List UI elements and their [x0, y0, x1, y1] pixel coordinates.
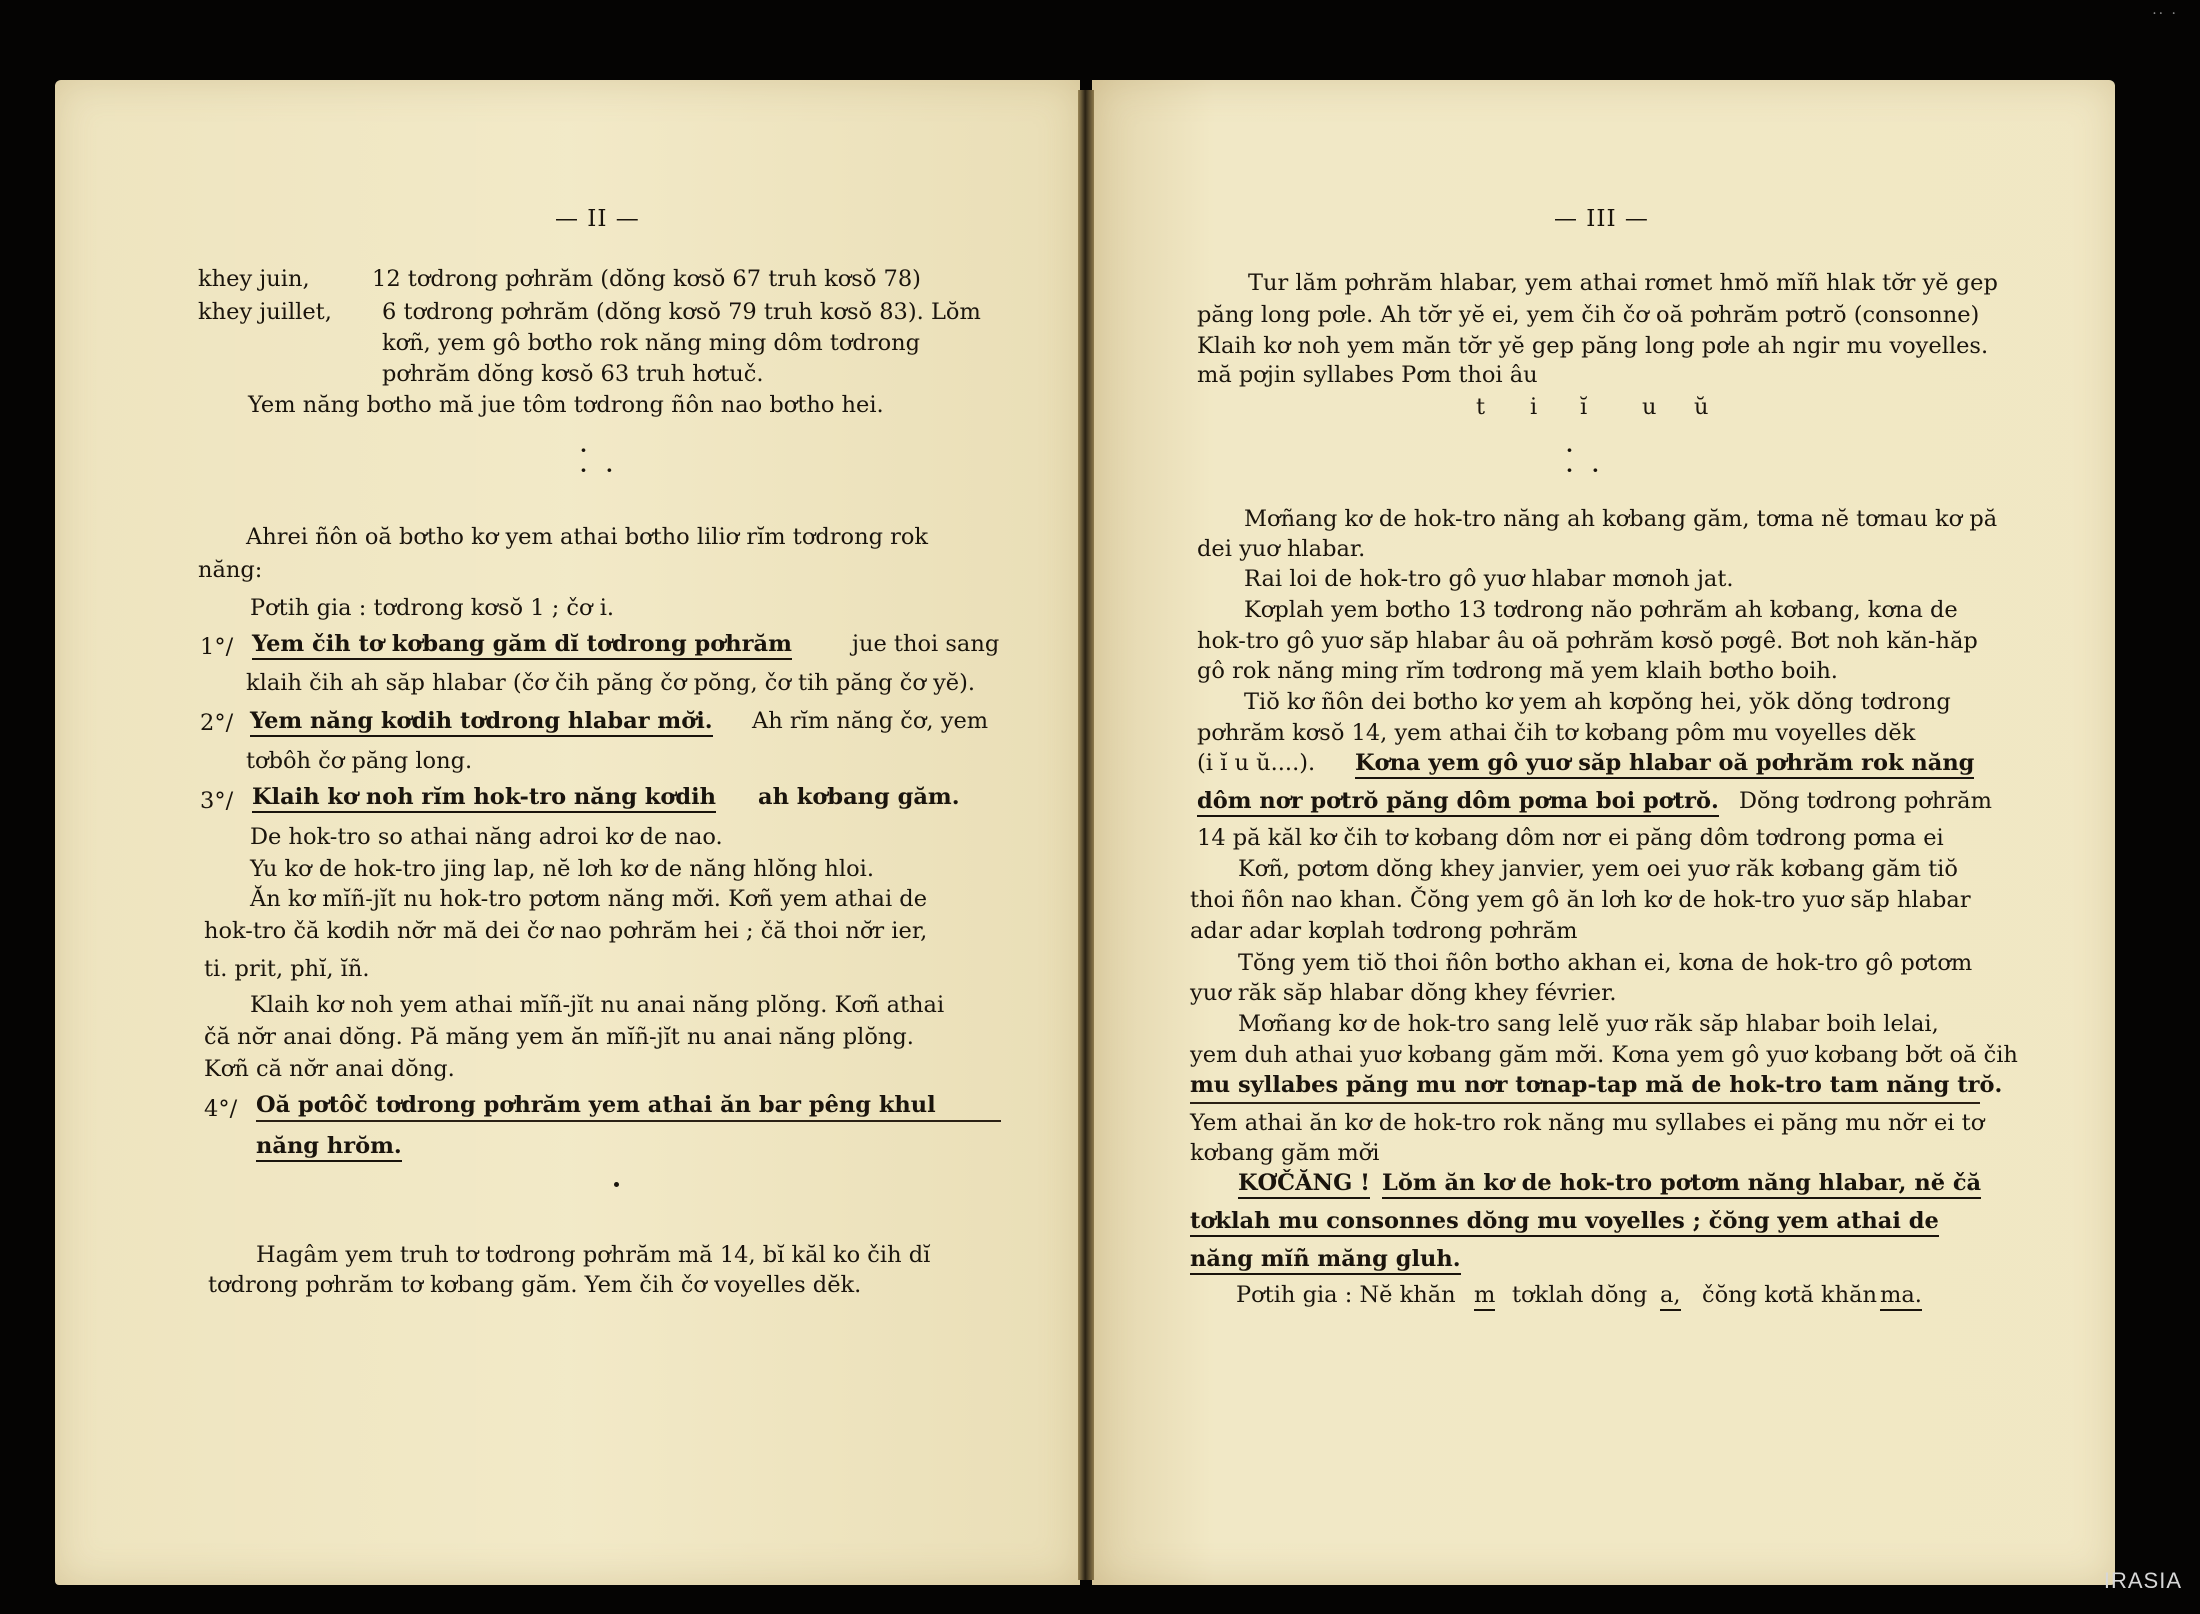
corner-mark: ·· ·	[2152, 6, 2178, 22]
emphasized-text: năng hrŏm.	[256, 1135, 402, 1162]
text-line: Tŏng yem tiŏ thoi ñôn bơtho akhan ei, kơna de hok-tro gô pơtơm	[1238, 950, 1973, 976]
section-separator: · · ·	[580, 438, 619, 482]
example-letter: ma.	[1880, 1284, 1922, 1311]
text-line: hok-tro čă kơdih nơ̆r mă dei čơ nao pơhrăm hei ; čă thoi nơ̆r ier,	[204, 918, 928, 944]
page-number-right: — III —	[1554, 206, 1649, 232]
example-letter: i	[1530, 394, 1538, 420]
text-line: tơbôh čơ păng long.	[246, 748, 473, 774]
text-line: dei yuơ hlabar.	[1197, 536, 1366, 562]
example-letter: a,	[1660, 1284, 1681, 1311]
text-line: yem duh athai yuơ kơbang găm mơ̆i. Kơna yem gô yuơ kơbang bơ̆t oă čih	[1190, 1042, 2018, 1068]
text-line: yuơ răk săp hlabar dŏng khey février.	[1190, 980, 1617, 1006]
book-gutter	[1078, 90, 1094, 1580]
text-line: 12 tơdrong pơhrăm (dŏng kơsŏ 67 truh kơsŏ 78)	[372, 266, 921, 292]
text-line: Kơñ că nơ̆r anai dŏng.	[204, 1056, 455, 1082]
text-line: Ăn kơ mĭñ-jĭt nu hok-tro pơtơm năng mơ̆i. Kơñ yem athai de	[250, 886, 928, 912]
text-line: kơbang găm mơ̆i	[1190, 1140, 1380, 1166]
watermark: IRASIA	[2103, 1568, 2182, 1593]
text-line: Tur lăm pơhrăm hlabar, yem athai rơmet hmŏ mĭñ hlak tơ̆r yĕ gep	[1248, 270, 1998, 296]
underline-rule	[256, 1120, 1001, 1122]
example-letter: u	[1642, 394, 1657, 420]
emphasized-text: Klaih kơ noh rĭm hok-tro năng kơdih	[252, 786, 716, 813]
list-number: 3°/	[200, 788, 234, 814]
example-letter: ĭ	[1580, 394, 1588, 420]
example-letter: ŭ	[1694, 394, 1709, 420]
emphasized-text: Kơna yem gô yuơ săp hlabar oă pơhrăm rok năng	[1355, 752, 1974, 779]
text-line: klaih čih ah săp hlabar (čơ čih păng čơ pŏng, čơ tih păng čơ yĕ).	[246, 670, 976, 696]
text-line: De hok-tro so athai năng adroi kơ de nao.	[250, 824, 723, 850]
text-line: Rai loi de hok-tro gô yuơ hlabar mơnoh jat.	[1244, 566, 1734, 592]
text-line: Dŏng tơdrong pơhrăm	[1739, 788, 1992, 814]
text-line: (i ĭ u ŭ....).	[1197, 750, 1316, 776]
text-line: tơklah dŏng	[1512, 1282, 1648, 1308]
list-number: 4°/	[204, 1096, 238, 1122]
text-line: gô rok năng ming rĭm tơdrong mă yem klaih bơtho boih.	[1197, 658, 1838, 684]
emphasized-text: Yem năng kơdih tơdrong hlabar mơ̆i.	[250, 710, 713, 737]
emphasized-text: Oă pơtôč tơdrong pơhrăm yem athai ăn bar pêng khul	[256, 1092, 936, 1118]
emphasized-text: mu syllabes păng mu nơr tơnap-tap mă de hok-tro tam năng trŏ.	[1190, 1072, 2003, 1098]
text-line: pơhrăm dŏng kơsŏ 63 truh hơtuč.	[382, 361, 764, 387]
ornament-dot	[614, 1182, 619, 1187]
text-line: khey juillet,	[198, 299, 332, 325]
text-line: Yem năng bơtho mă jue tôm tơdrong ñôn nao bơtho hei.	[248, 392, 884, 418]
page-number-left: — II —	[555, 206, 640, 232]
text-line: Mơñang kơ de hok-tro sang lelĕ yuơ răk săp hlabar boih lelai,	[1238, 1011, 1939, 1037]
list-number: 2°/	[200, 710, 234, 736]
text-line: Yu kơ de hok-tro jing lap, nĕ lơh kơ de năng hlŏng hloi.	[250, 856, 875, 882]
text-line: Ah rĭm năng čơ, yem	[752, 708, 989, 734]
text-line: Klaih kơ noh yem măn tơ̆r yĕ gep păng long pơle ah ngir mu voyelles.	[1197, 333, 1989, 359]
text-line: thoi ñôn nao khan. Čŏng yem gô ăn lơh kơ de hok-tro yuơ săp hlabar	[1190, 887, 1971, 913]
text-line: kơñ, yem gô bơtho rok năng ming dôm tơdrong	[382, 330, 921, 356]
emphasized-text: Lŏm ăn kơ de hok-tro pơtơm năng hlabar, nĕ čă	[1382, 1172, 1981, 1199]
text-line: pơhrăm kơsŏ 14, yem athai čih tơ kơbang pôm mu voyelles dĕk	[1197, 720, 1916, 746]
text-line: năng:	[198, 557, 263, 583]
text-line: jue thoi sang	[852, 631, 1000, 657]
example-letter: t	[1476, 394, 1486, 420]
text-line: 14 pă kăl kơ čih tơ kơbang dôm nơr ei păng dôm tơdrong pơma ei	[1197, 825, 1944, 851]
text-line: Pơtih gia : Nĕ khăn	[1236, 1282, 1456, 1308]
text-line: Klaih kơ noh yem athai mĭñ-jĭt nu anai năng plŏng. Kơñ athai	[250, 992, 945, 1018]
text-line: tơdrong pơhrăm tơ kơbang găm. Yem čih čơ voyelles dĕk.	[208, 1272, 862, 1298]
text-line: Hagâm yem truh tơ tơdrong pơhrăm mă 14, bĭ kăl ko čih dĭ	[256, 1242, 931, 1268]
emphasized-text: tơklah mu consonnes dŏng mu voyelles ; čŏng yem athai de	[1190, 1210, 1939, 1237]
text-line: ti. prit, phĭ, ĭñ.	[204, 956, 370, 982]
text-line: păng long pơle. Ah tơ̆r yĕ ei, yem čih čơ oă pơhrăm pơtrŏ (consonne)	[1197, 302, 1980, 328]
underline-rule	[1190, 1102, 1980, 1104]
text-line: 6 tơdrong pơhrăm (dŏng kơsŏ 79 truh kơsŏ 83). Lŏm	[382, 299, 981, 325]
text-line: mă pơjin syllabes Pơm thoi âu	[1197, 362, 1538, 388]
warning-label: KƠČĂNG !	[1238, 1172, 1370, 1199]
text-line: čŏng kơtă khăn	[1702, 1282, 1878, 1308]
text-line: Pơtih gia : tơdrong kơsŏ 1 ; čơ i.	[250, 595, 615, 621]
section-separator: · · ·	[1566, 438, 1605, 482]
example-letter: m	[1474, 1284, 1495, 1311]
text-line: adar adar kơplah tơdrong pơhrăm	[1190, 918, 1578, 944]
text-line: ah kơbang găm.	[758, 784, 960, 810]
list-number: 1°/	[200, 634, 234, 660]
text-line: Mơñang kơ de hok-tro năng ah kơbang găm, tơma nĕ tơmau kơ pă	[1244, 506, 1998, 532]
emphasized-text: năng mĭñ măng gluh.	[1190, 1248, 1461, 1275]
text-line: khey juin,	[198, 266, 310, 292]
text-line: Tiŏ kơ ñôn dei bơtho kơ yem ah kơpŏng hei, yŏk dŏng tơdrong	[1244, 689, 1951, 715]
text-line: Kơplah yem bơtho 13 tơdrong năo pơhrăm ah kơbang, kơna de	[1244, 597, 1958, 623]
emphasized-text: dôm nơr pơtrŏ păng dôm pơma boi pơtrŏ.	[1197, 790, 1719, 817]
text-line: hok-tro gô yuơ săp hlabar âu oă pơhrăm kơsŏ pơgê. Bơt noh kăn-hăp	[1197, 628, 1978, 654]
emphasized-text: Yem čih tơ kơbang găm dĭ tơdrong pơhrăm	[252, 633, 792, 660]
text-line: Yem athai ăn kơ de hok-tro rok năng mu syllabes ei păng mu nơ̆r ei tơ	[1190, 1110, 1985, 1136]
text-line: čă nơ̆r anai dŏng. Pă măng yem ăn mĭñ-jĭt nu anai năng plŏng.	[204, 1024, 914, 1050]
text-line: Ahrei ñôn oă bơtho kơ yem athai bơtho liliơ rĭm tơdrong rok	[246, 524, 929, 550]
text-line: Kơñ, pơtơm dŏng khey janvier, yem oei yuơ răk kơbang găm tiŏ	[1238, 856, 1958, 882]
